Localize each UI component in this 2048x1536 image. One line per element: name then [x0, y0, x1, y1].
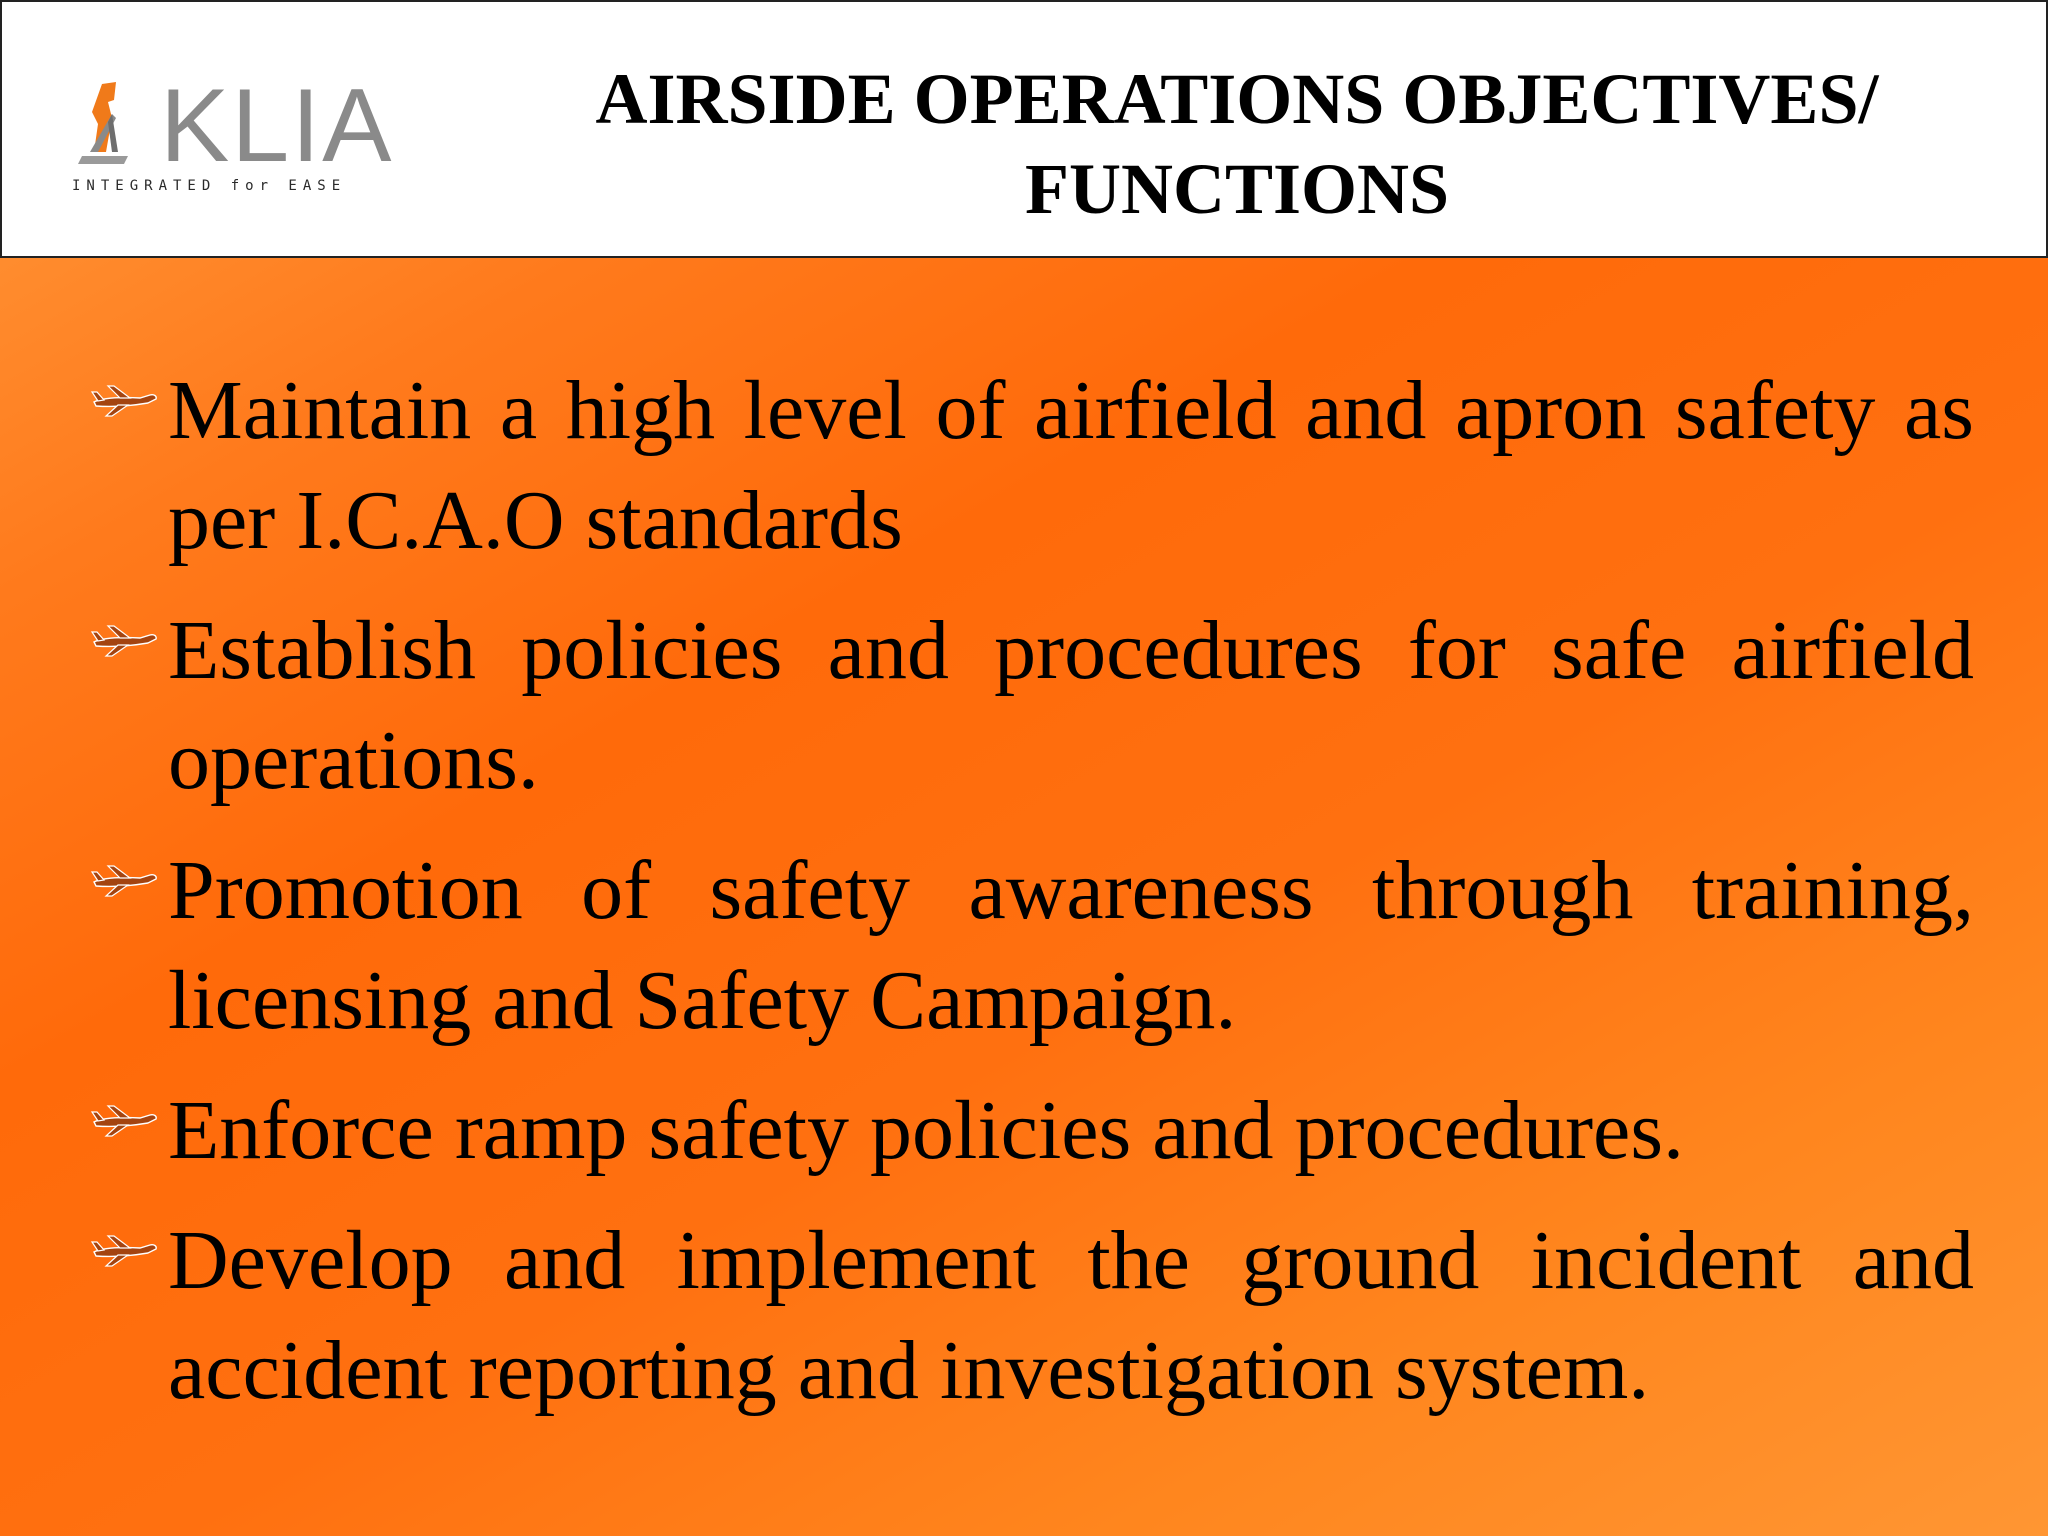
list-item: [90, 356, 1974, 576]
list-item-text: Promotion of safety awareness through training, licensing and Safety Campaign.: [168, 844, 1974, 1047]
logo-tagline: INTEGRATED for EASE: [72, 178, 347, 194]
list-item-text: Establish policies and procedures for safe airfield operations.: [168, 604, 1974, 807]
airplane-icon: [90, 384, 160, 418]
page-title: [472, 54, 2002, 234]
list-item: [90, 1076, 1974, 1186]
list-item-text: Develop and implement the ground incident and accident reporting and investigation system.: [168, 1214, 1974, 1417]
airplane-icon: [90, 864, 160, 898]
logo-wordmark: KLIA: [160, 68, 394, 184]
page-title-line-2: FUNCTIONS: [1024, 149, 1450, 229]
airplane-icon: [90, 1234, 160, 1268]
klia-logo-icon: [72, 78, 164, 170]
list-item: [90, 596, 1974, 816]
list-item-text: Maintain a high level of airfield and apron safety as per I.C.A.O standards: [168, 364, 1974, 567]
list-item: [90, 836, 1974, 1056]
objectives-list: [90, 356, 1974, 1446]
page-title-line-1: AIRSIDE OPERATIONS OBJECTIVES/: [595, 59, 1879, 139]
slide-header: [0, 0, 2048, 258]
list-item: [90, 1206, 1974, 1426]
klia-logo: [72, 68, 412, 204]
airplane-icon: [90, 1104, 160, 1138]
list-item-text: Enforce ramp safety policies and procedures.: [168, 1084, 1685, 1177]
airplane-icon: [90, 624, 160, 658]
